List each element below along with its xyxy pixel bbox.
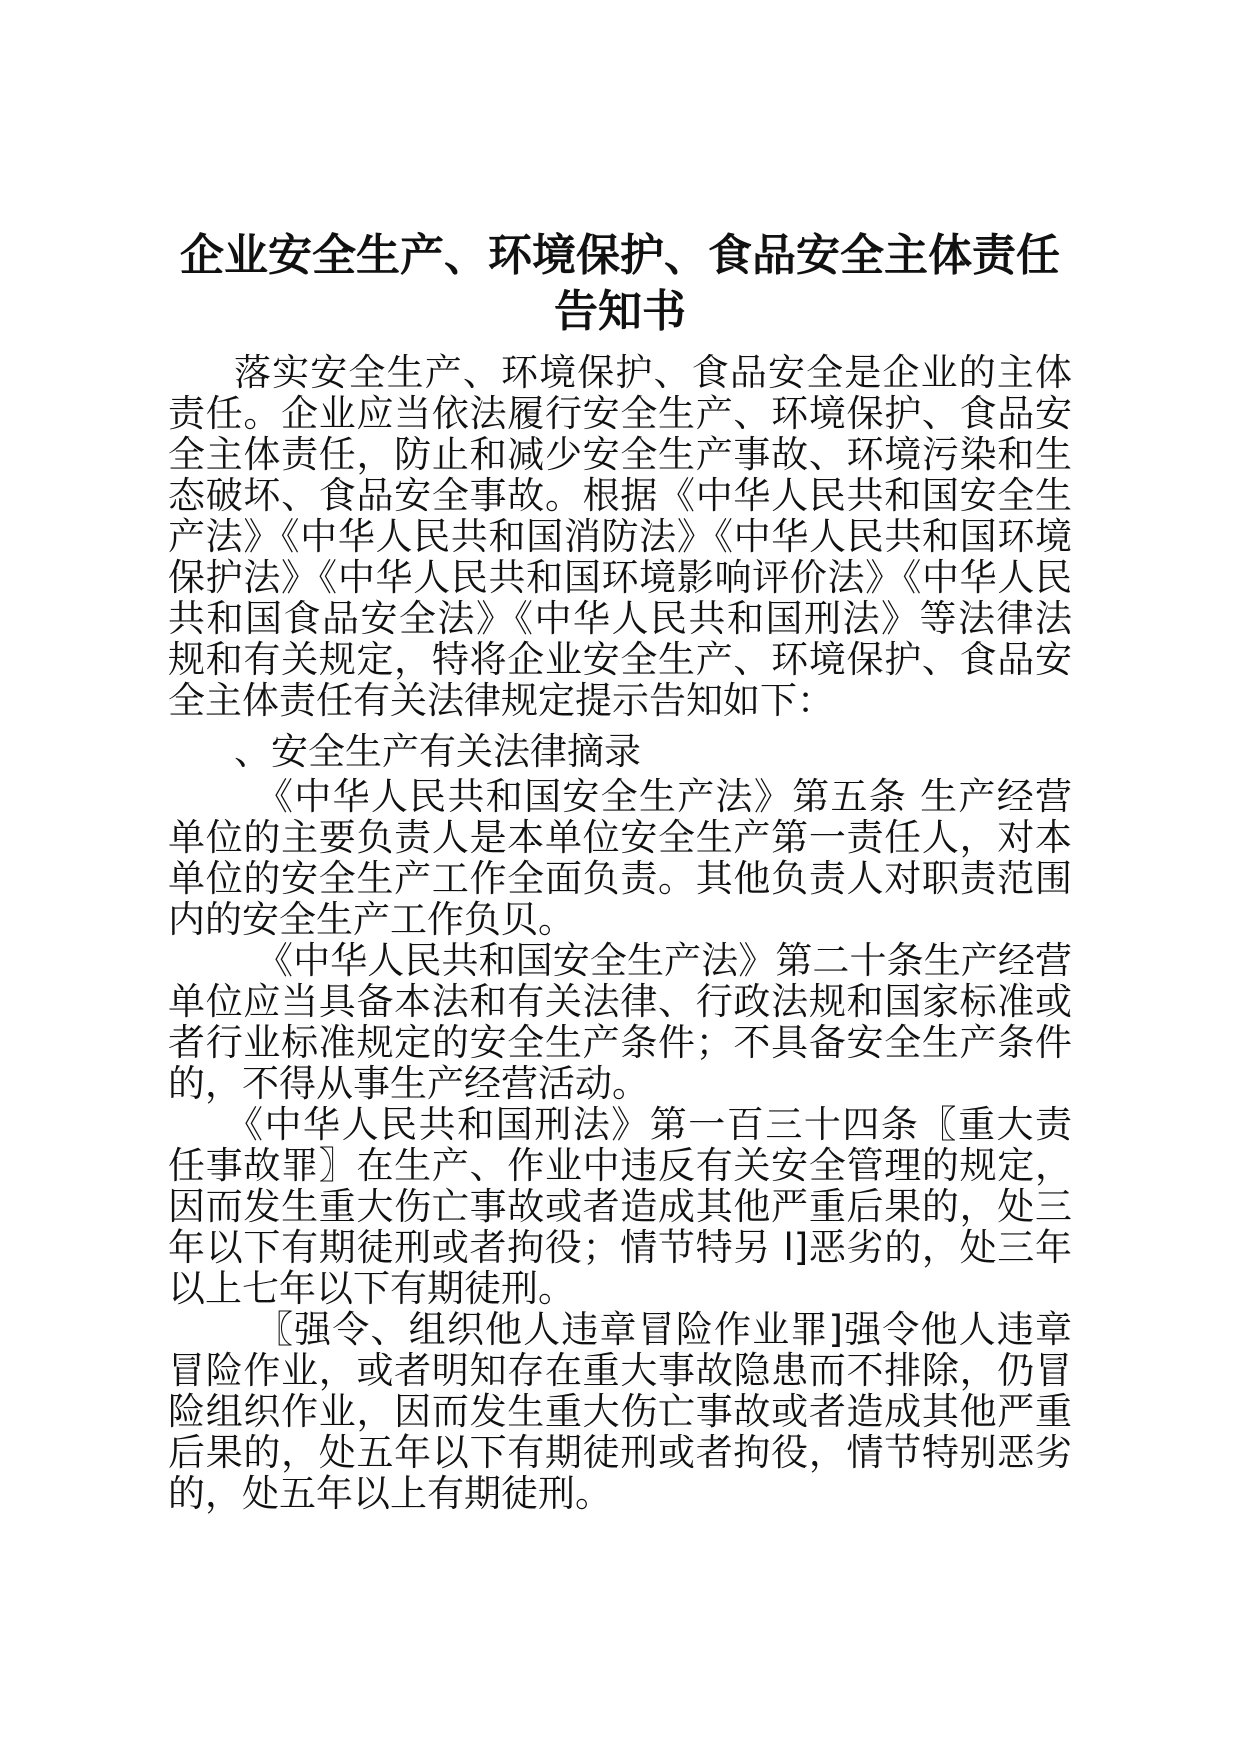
- paragraph-forced-risk-operation: 〖强令、组织他人违章冒险作业罪]强令他人违章冒险作业，或者明知存在重大事故隐患而不排除，仍冒险组织作业，因而发生重大伤亡事故或者造成其他严重后果的，处五年以下有期徒刑或者拘役，情节特别恶劣的，处五年以上有期徒刑。: [168, 1308, 1072, 1515]
- document-page: [168, 228, 1072, 1514]
- document-body: [168, 352, 1072, 1514]
- paragraph-article-5: 《中华人民共和国安全生产法》第五条 生产经营单位的主要负责人是本单位安全生产第一责任人，对本单位的安全生产工作全面负责。其他负责人对职责范围内的安全生产工作负贝。: [168, 775, 1072, 941]
- paragraph-criminal-law-134: 《中华人民共和国刑法》第一百三十四条〖重大责任事故罪〗在生产、作业中违反有关安全管理的规定，因而发生重大伤亡事故或者造成其他严重后果的，处三年以下有期徒刑或者拘役；情节特另 l]恶劣的，处三年以上七年以下有期徒刑。: [168, 1103, 1072, 1310]
- section-heading-safety-law: 、安全生产有关法律摘录: [234, 730, 641, 773]
- document-title: 企业安全生产、环境保护、食品安全主体责任告知书: [180, 230, 1060, 337]
- paragraph-article-20: 《中华人民共和国安全生产法》第二十条生产经营单位应当具备本法和有关法律、行政法规和国家标准或者行业标准规定的安全生产条件；不具备安全生产条件的，不得从事生产经营活动。: [168, 939, 1072, 1105]
- intro-paragraph: 落实安全生产、环境保护、食品安全是企业的主体责任。企业应当依法履行安全生产、环境保护、食品安全主体责任，防止和减少安全生产事故、环境污染和生态破坏、食品安全事故。根据《中华人民共和国安全生产法》《中华人民共和国消防法》《中华人民共和国环境保护法》《中华人民共和国环境影响评价法》《中华人民共和国食品安全法》《中华人民共和国刑法》等法律法规和有关规定，特将企业安全生产、环境保护、食品安全主体责任有关法律规定提示告知如下：: [168, 351, 1072, 722]
